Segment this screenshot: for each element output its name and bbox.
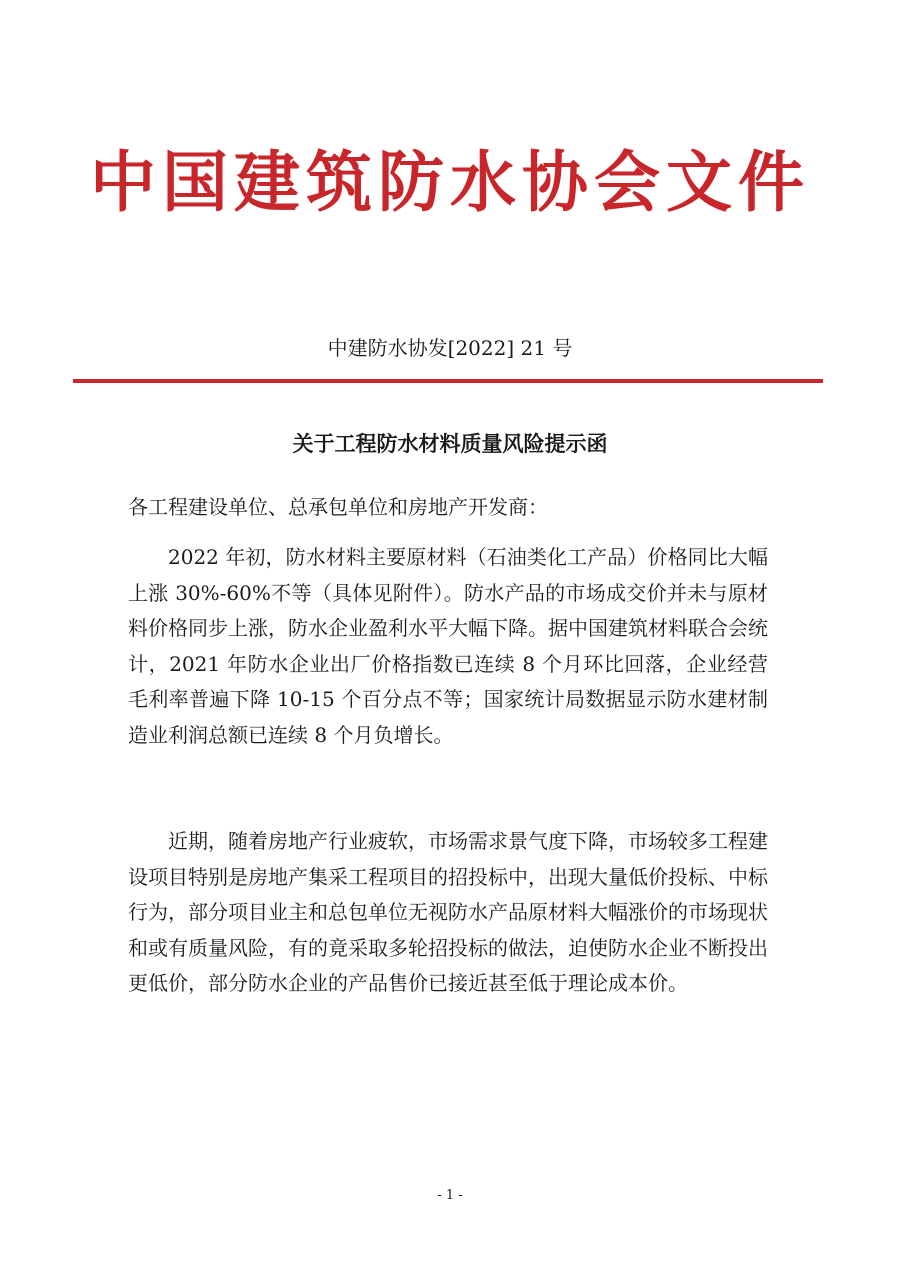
body-paragraph-1: 2022 年初，防水材料主要原材料（石油类化工产品）价格同比大幅上涨 30%-60%不等（具体见附件）。防水产品的市场成交价并未与原材料价格同步上涨，防水企业盈利水平大幅下降。据中国建筑材料联合会统计，2021 年防水企业出厂价格指数已连续 8 个月环比回落，企业经营毛利率普遍下降 10-15 个百分点不等；国家统计局数据显示防水建材制造业利润总额已连续 8 个月负增长。 <box>128 545 768 747</box>
red-divider-line <box>73 379 823 383</box>
body-paragraph-2: 近期，随着房地产行业疲软，市场需求景气度下降，市场较多工程建设项目特别是房地产集采工程项目的招投标中，出现大量低价投标、中标行为，部分项目业主和总包单位无视防水产品原材料大幅涨价的市场现状和或有质量风险，有的竟采取多轮招投标的做法，迫使防水企业不断投出更低价，部分防水企业的产品售价已接近甚至低于理论成本价。 <box>128 829 768 995</box>
addressee-line: 各工程建设单位、总承包单位和房地产开发商： <box>128 495 548 519</box>
letter-title: 关于工程防水材料质量风险提示函 <box>292 432 608 456</box>
page-number: - 1 - <box>437 1188 463 1203</box>
document-number: 中建防水协发[2022] 21 号 <box>327 336 573 360</box>
masthead-title: 中国建筑防水协会文件 <box>90 144 810 221</box>
